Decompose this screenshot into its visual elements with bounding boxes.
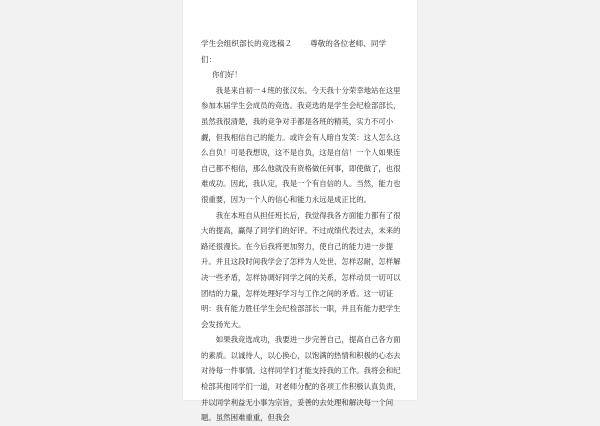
- paragraph-3: 如果我竞选成功，我要进一步完善自己，提高自己各方面的素质。以诚待人，以心换心，以饱满的热情和积极的心态去对待每一件事情。这样同学们才能支持我的工作。我将会和纪检部其他同学们一道，对老师分配的各项工作积极认真负责，并以同学利益无小事为宗旨，妥善的去处理和解决每一个问题。虽然困难重重，但我会: [201, 335, 401, 423]
- page-number: １: [296, 374, 303, 381]
- document-body: [201, 36, 401, 426]
- document-title: 学生会组织部长的竞选稿２: [201, 39, 293, 48]
- document-page: [183, 0, 417, 423]
- salutation: 尊敬的各位老师、同学们：: [201, 39, 387, 64]
- document-heading: [201, 36, 401, 67]
- paragraph-1: 我是来自初一４班的张汉东。今天我十分荣幸地站在这里参加本届学生会成员的竞选。我竞选的是学生会纪检部部长，虽然我很清楚，我的竞争对手都是各班的精英，实力不可小觑，但我相信自己的能力。或许会有人暗自发笑：这人怎么这么自负！可是我想说，这不是自负，这是自信！一个人如果连自己都不相信，那么他就没有资格做任何事，即使做了，也很难成功。因此，我认定，我是一个有自信的人。当然，能力也很重要，因为一个人的信心和能力永远是成正比的。: [201, 85, 401, 204]
- greeting: 你们好！: [212, 70, 242, 80]
- paragraph-2: 我在本班自从担任班长后，我觉得我各方面能力都有了很大的提高，赢得了同学们的好评。不过成绩代表过去，未来的路还很漫长。在今后我将更加努力，使自己的能力进一步提升。并且这段时间我学会了怎样为人处世、怎样忍耐，怎样解决一些矛盾，怎样协调好同学之间的关系，怎样动员一切可以团结的力量，怎样处理好学习与工作之间的矛盾。这一切证明：我有能力胜任学生会纪检部部长一职，并且有能力把学生会发扬光大。: [201, 210, 401, 329]
